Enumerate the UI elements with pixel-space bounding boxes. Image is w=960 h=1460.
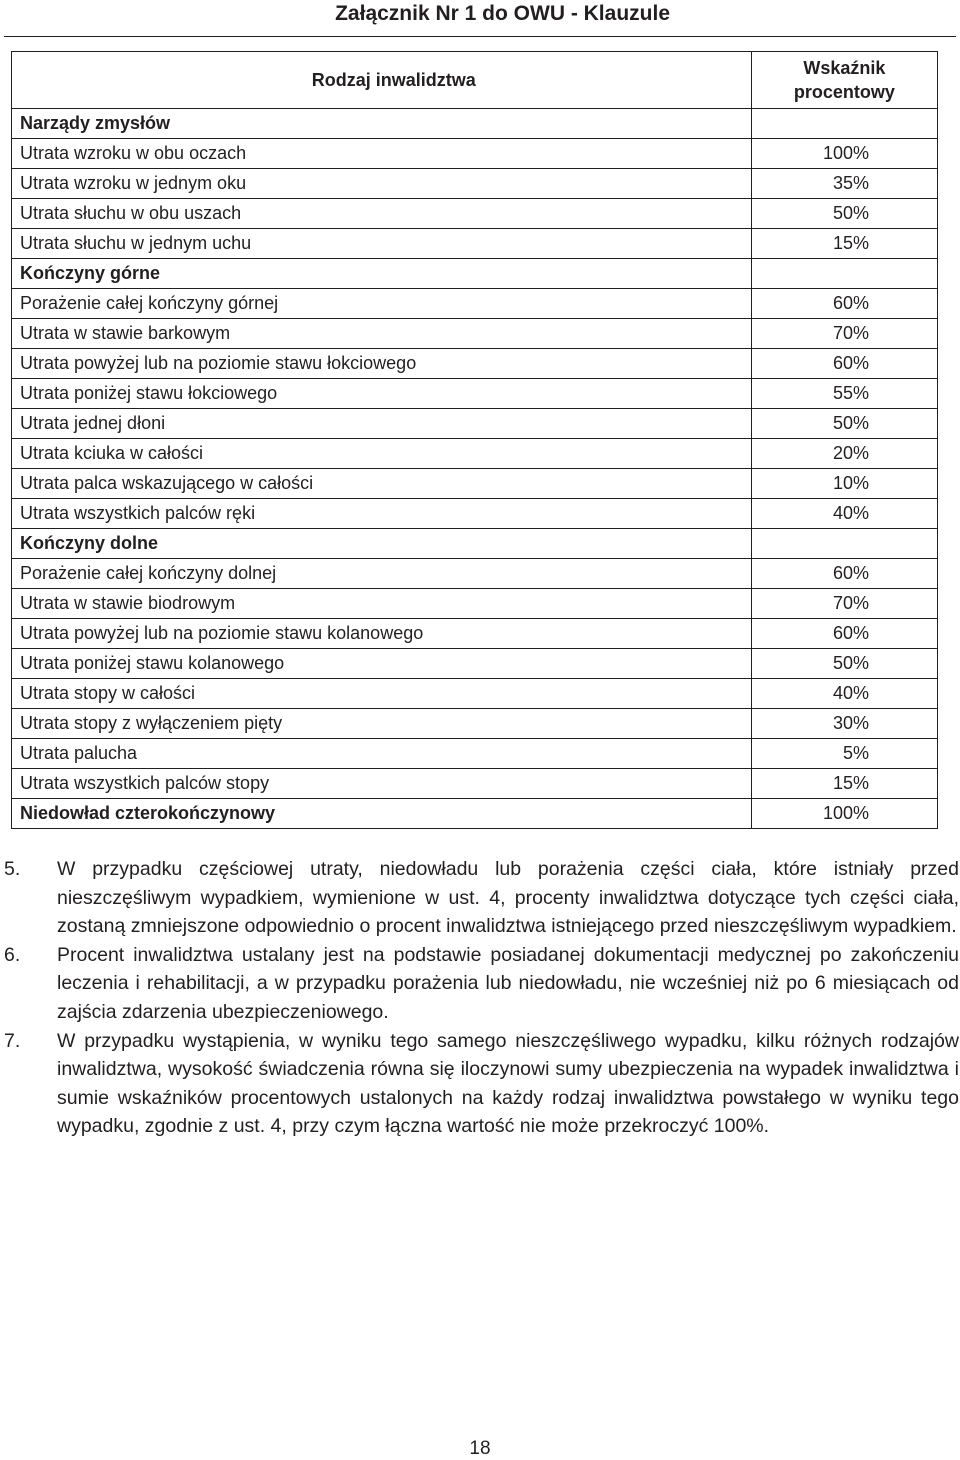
- header-divider: [4, 36, 956, 37]
- disability-label: Utrata poniżej stawu łokciowego: [12, 379, 752, 409]
- disability-label: Utrata słuchu w obu uszach: [12, 199, 752, 229]
- disability-label: Utrata powyżej lub na poziomie stawu łokciowego: [12, 349, 752, 379]
- disability-label: Utrata palca wskazującego w całości: [12, 469, 752, 499]
- percentage-value: [751, 259, 937, 289]
- section-label: Narządy zmysłów: [12, 109, 752, 139]
- page-title: Załącznik Nr 1 do OWU - Klauzule: [335, 2, 670, 25]
- percentage-value: 100%: [751, 799, 937, 829]
- percentage-value: 60%: [751, 349, 937, 379]
- table-row: [12, 319, 938, 349]
- disability-label: Porażenie całej kończyny górnej: [12, 289, 752, 319]
- percentage-value: 55%: [751, 379, 937, 409]
- table-row: [12, 409, 938, 439]
- table-row: [12, 169, 938, 199]
- percentage-value: 50%: [751, 649, 937, 679]
- disability-label: Utrata kciuka w całości: [12, 439, 752, 469]
- note-text: W przypadku wystąpienia, w wyniku tego samego nieszczęśliwego wypadku, kilku różnych rodzajów inwalidztwa, wysokość świadczenia równa się iloczynowi sumy ubezpieczenia na wypadek inwalidztwa i sumie wskaźników procentowych ustalonych na każdy rodzaj inwalidztwa powstałego w wyniku tego wypadku, zgodnie z ust. 4, przy czym łączna wartość nie może przekroczyć 100%.: [57, 1029, 959, 1138]
- disability-label: Utrata wszystkich palców ręki: [12, 499, 752, 529]
- table-row: [12, 619, 938, 649]
- percentage-value: 60%: [751, 559, 937, 589]
- column-header-percentage: [751, 52, 937, 109]
- column-header-disability-type: Rodzaj inwalidztwa: [12, 52, 752, 109]
- disability-label: Utrata wzroku w obu oczach: [12, 139, 752, 169]
- disability-label: Porażenie całej kończyny dolnej: [12, 559, 752, 589]
- table-row: [12, 469, 938, 499]
- disability-table: [11, 51, 938, 829]
- percentage-value: 70%: [751, 589, 937, 619]
- table-row: [12, 559, 938, 589]
- percentage-value: 50%: [751, 199, 937, 229]
- section-label: Kończyny dolne: [12, 529, 752, 559]
- table-row: [12, 199, 938, 229]
- notes-section: [4, 855, 959, 1141]
- disability-label: Utrata powyżej lub na poziomie stawu kolanowego: [12, 619, 752, 649]
- percentage-value: 40%: [751, 679, 937, 709]
- disability-label: Utrata palucha: [12, 739, 752, 769]
- table-row: [12, 379, 938, 409]
- note-text: Procent inwalidztwa ustalany jest na podstawie posiadanej dokumentacji medycznej po zakończeniu leczenia i rehabilitacji, a w przypadku porażenia lub niedowładu, nie wcześniej niż po 6 miesiącach od zajścia zdarzenia ubezpieczeniowego.: [57, 943, 959, 1023]
- table-section-row: [12, 529, 938, 559]
- disability-label: Utrata stopy z wyłączeniem pięty: [12, 709, 752, 739]
- note-number: 5.: [4, 858, 21, 880]
- table-row: [12, 679, 938, 709]
- percentage-value: 15%: [751, 229, 937, 259]
- percentage-value: 50%: [751, 409, 937, 439]
- table-row: [12, 649, 938, 679]
- note-number: 6.: [4, 943, 21, 966]
- percentage-value: 70%: [751, 319, 937, 349]
- percentage-value: 35%: [751, 169, 937, 199]
- percentage-value: 20%: [751, 439, 937, 469]
- table-row: [12, 289, 938, 319]
- table-section-row: [12, 259, 938, 289]
- table-row: [12, 349, 938, 379]
- percentage-value: [751, 529, 937, 559]
- section-label: Niedowład czterokończynowy: [12, 799, 752, 829]
- table-row: [12, 139, 938, 169]
- percentage-value: 60%: [751, 289, 937, 319]
- table-section-row: [12, 799, 938, 829]
- table-row: [12, 589, 938, 619]
- disability-label: Utrata słuchu w jednym uchu: [12, 229, 752, 259]
- note-number: 7.: [4, 1029, 21, 1052]
- table-row: [12, 769, 938, 799]
- page-number: 18: [469, 1438, 491, 1459]
- section-label: Kończyny górne: [12, 259, 752, 289]
- percentage-value: 5%: [751, 739, 937, 769]
- column-header-percentage-line-1: Wskaźnik: [803, 58, 886, 78]
- table-row: [12, 709, 938, 739]
- table-row: [12, 499, 938, 529]
- table-row: [12, 439, 938, 469]
- disability-label: Utrata poniżej stawu kolanowego: [12, 649, 752, 679]
- disability-label: Utrata wzroku w jednym oku: [12, 169, 752, 199]
- disability-label: Utrata w stawie biodrowym: [12, 589, 752, 619]
- note-paragraph: [4, 1027, 959, 1141]
- table-section-row: [12, 109, 938, 139]
- percentage-value: 10%: [751, 469, 937, 499]
- table-header-row: [12, 52, 938, 109]
- note-paragraph: [4, 855, 959, 941]
- column-header-percentage-line-2: procentowy: [793, 82, 895, 102]
- page-header: [0, 0, 960, 32]
- percentage-value: 60%: [751, 619, 937, 649]
- table-row: [12, 739, 938, 769]
- note-paragraph: [4, 941, 959, 1027]
- disability-label: Utrata stopy w całości: [12, 679, 752, 709]
- percentage-value: [751, 109, 937, 139]
- table-row: [12, 229, 938, 259]
- percentage-value: 30%: [751, 709, 937, 739]
- disability-label: Utrata jednej dłoni: [12, 409, 752, 439]
- disability-label: Utrata wszystkich palców stopy: [12, 769, 752, 799]
- percentage-value: 40%: [751, 499, 937, 529]
- percentage-value: 15%: [751, 769, 937, 799]
- table-body: [12, 109, 938, 829]
- disability-label: Utrata w stawie barkowym: [12, 319, 752, 349]
- note-text: W przypadku częściowej utraty, niedowładu lub porażenia części ciała, które istniały przed nieszczęśliwym wypadkiem, wymienione w ust. 4, procenty inwalidztwa dotyczące tych części ciała, zostaną zmniejszone odpowiednio o procent inwalidztwa istniejącego przed nieszczęśliwym wypadkiem.: [57, 858, 959, 938]
- percentage-value: 100%: [751, 139, 937, 169]
